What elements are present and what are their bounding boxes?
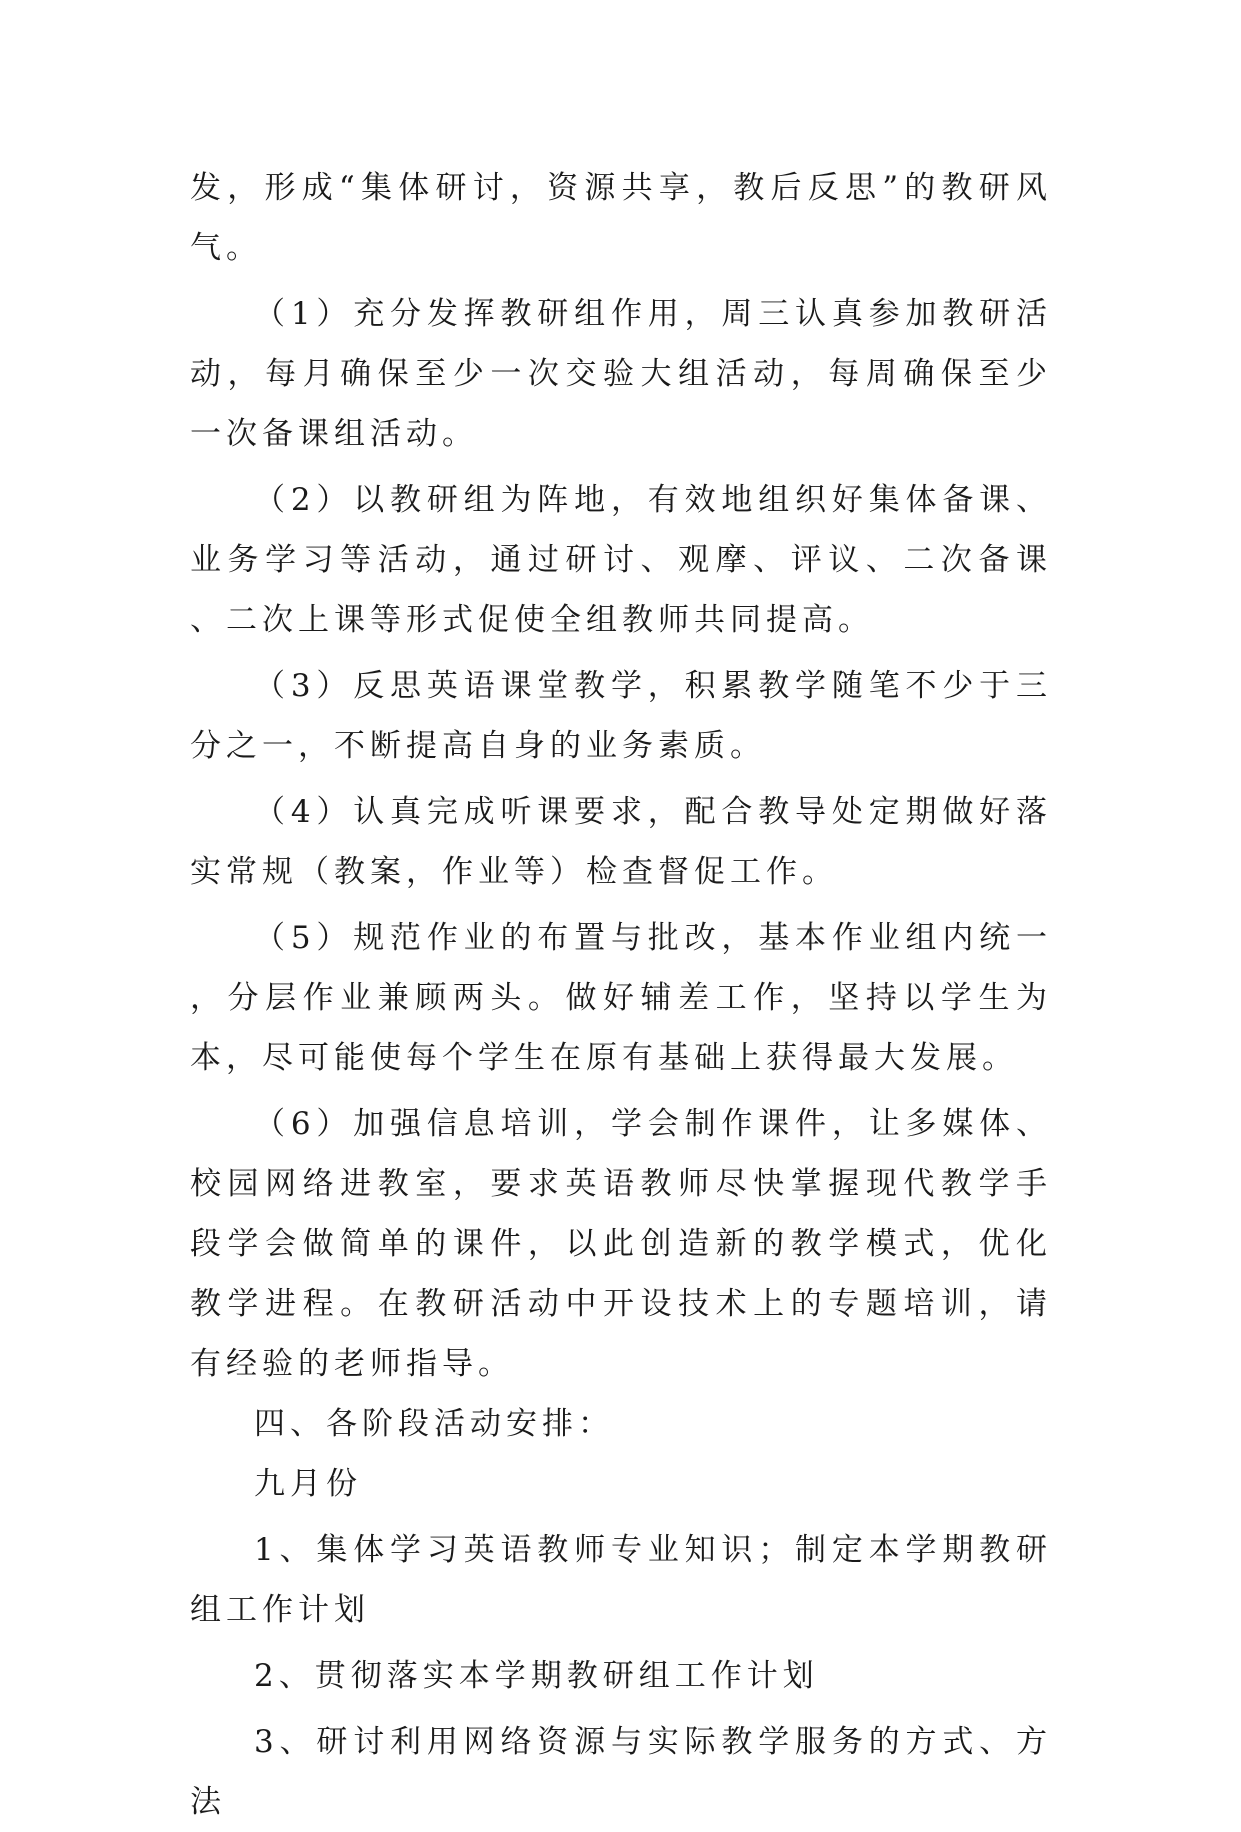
list-item-2: 2、贯彻落实本学期教研组工作计划 (254, 1658, 819, 1694)
month-heading: 九月份 (254, 1466, 362, 1502)
paragraph-item-5: （5）规范作业的布置与批改，基本作业组内统一，分层作业兼顾两头。做好辅差工作，坚持以学生为本，尽可能使每个学生在原有基础上获得最大发展。 (190, 920, 1052, 1076)
paragraph-continuation: 发，形成“集体研讨，资源共享，教后反思”的教研风气。 (190, 170, 1052, 266)
paragraph-item-6: （6）加强信息培训，学会制作课件，让多媒体、校园网络进教室，要求英语教师尽快掌握现代教学手段学会做简单的课件，以此创造新的教学模式，优化教学进程。在教研活动中开设技术上的专题培训，请有经验的老师指导。 (190, 1106, 1052, 1382)
paragraph-item-2: （2）以教研组为阵地，有效地组织好集体备课、业务学习等活动，通过研讨、观摩、评议、二次备课、二次上课等形式促使全组教师共同提高。 (190, 482, 1052, 638)
paragraph-item-3: （3）反思英语课堂教学，积累教学随笔不少于三分之一，不断提高自身的业务素质。 (190, 668, 1052, 764)
list-item-1: 1、集体学习英语教师专业知识；制定本学期教研组工作计划 (190, 1532, 1052, 1628)
section-heading: 四、各阶段活动安排： (254, 1406, 614, 1442)
document-body (190, 158, 1052, 1832)
list-item-3: 3、研讨利用网络资源与实际教学服务的方式、方法 (190, 1724, 1052, 1820)
paragraph-item-1: （1）充分发挥教研组作用，周三认真参加教研活动，每月确保至少一次交验大组活动，每周确保至少一次备课组活动。 (190, 296, 1052, 452)
paragraph-item-4: （4）认真完成听课要求，配合教导处定期做好落实常规（教案，作业等）检查督促工作。 (190, 794, 1052, 890)
